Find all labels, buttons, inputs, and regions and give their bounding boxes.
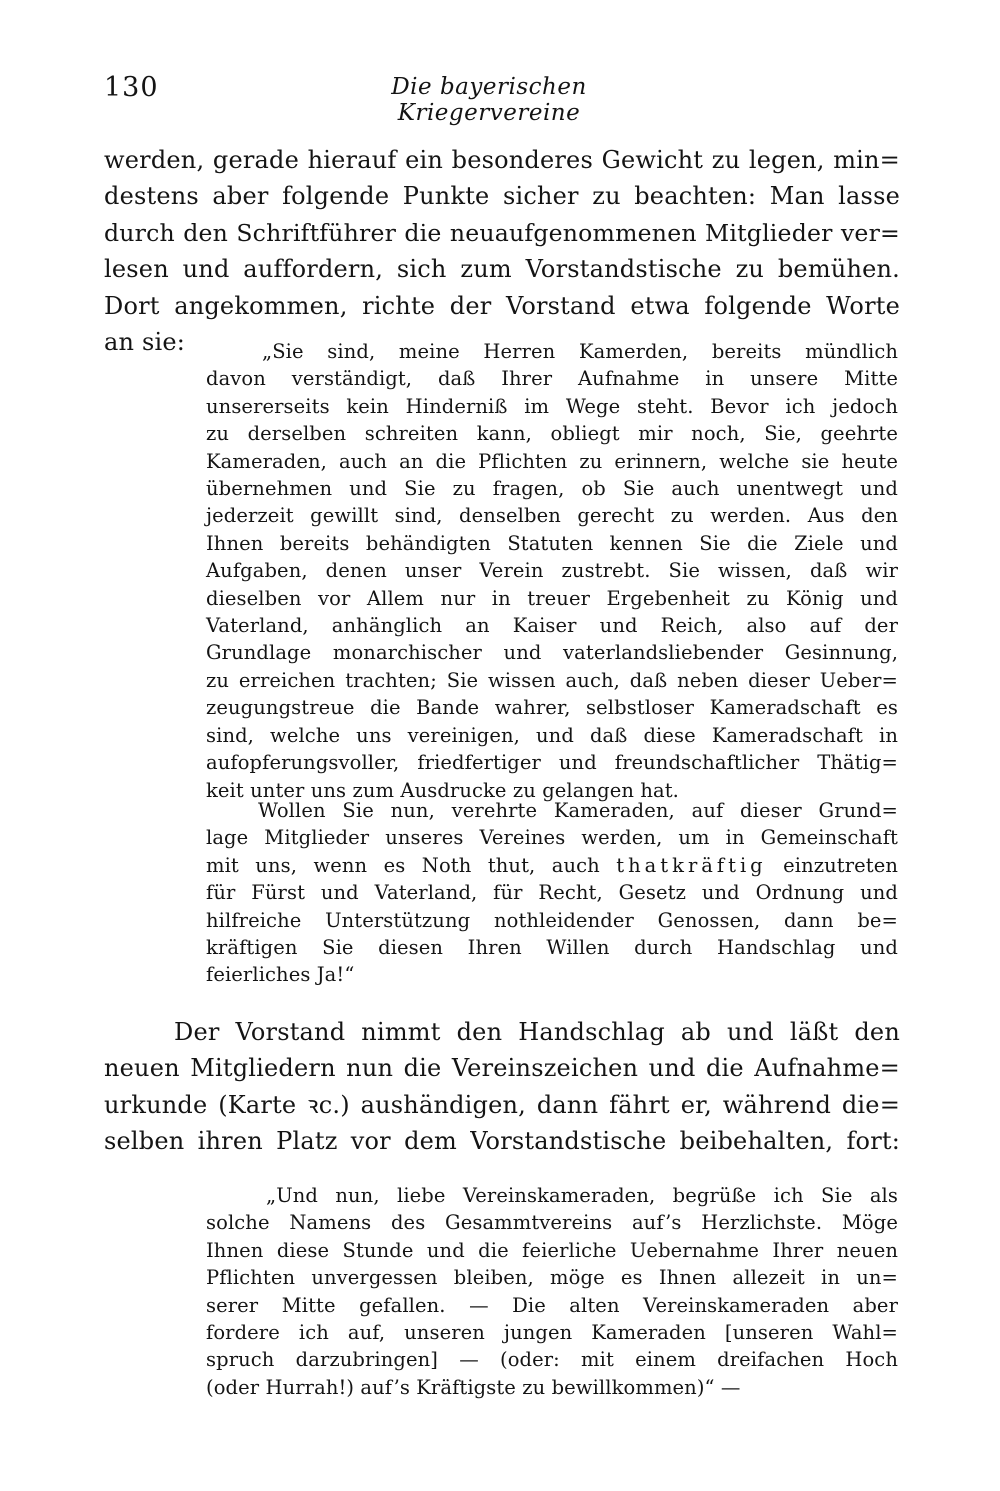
emphasized-word: thatkräftig xyxy=(616,853,767,877)
running-title: Die bayerischen Kriegervereine xyxy=(391,74,587,126)
quote-line-part: einzutreten xyxy=(766,853,899,877)
text-line: lesen und auffordern, sich zum Vorstandstische zu bemühen. xyxy=(104,255,900,284)
quote-line: zeugungstreue die Bande wahrer, selbstloser Kameradschaft es xyxy=(206,696,898,720)
quote-line: „Sie sind, meine Herren Kamerden, bereits mündlich xyxy=(262,340,898,363)
text-line: Der Vorstand nimmt den Handschlag ab und läßt den xyxy=(174,1018,900,1046)
quote-line: Wollen Sie nun, verehrte Kameraden, auf dieser Grund= xyxy=(258,799,898,822)
page-number: 130 xyxy=(104,72,159,103)
quote-line: Pflichten unvergessen bleiben, möge es Ihnen allezeit in un= xyxy=(206,1266,898,1290)
quote-line: aufopferungsvoller, friedfertiger und freundschaftlicher Thätig= xyxy=(206,751,898,775)
quote-line: Kameraden, auch an die Pflichten zu erinnern, welche sie heute xyxy=(206,449,898,473)
quote-line: übernehmen und Sie zu fragen, ob Sie auch unentwegt und xyxy=(206,477,898,501)
quote-line: sind, welche uns vereinigen, und daß diese Kameradschaft in xyxy=(206,723,898,747)
quote-line: feierliches Ja!“ xyxy=(206,963,355,987)
quote-line: Ihnen bereits behändigten Statuten kennen Sie die Ziele und xyxy=(206,531,898,555)
text-line: an sie: xyxy=(104,328,186,357)
text-line: destens aber folgende Punkte sicher zu beachten: Man lasse xyxy=(104,182,900,211)
text-line: urkunde (Karte ꝛc.) aushändigen, dann fährt er, während die= xyxy=(104,1090,900,1119)
quote-line xyxy=(206,852,898,879)
quote-address-first xyxy=(206,338,898,804)
paragraph-intro xyxy=(104,142,900,360)
quote-line: Vaterland, anhänglich an Kaiser und Reich, also auf der xyxy=(206,614,898,638)
quote-line: keit unter uns zum Ausdrucke zu gelangen hat. xyxy=(206,778,679,802)
quote-line: Aufgaben, denen unser Verein zustrebt. Sie wissen, daß wir xyxy=(206,559,898,583)
quote-line: zu derselben schreiten kann, obliegt mir noch, Sie, geehrte xyxy=(206,422,898,446)
paragraph-handshake xyxy=(104,1014,900,1160)
quote-line: Grundlage monarchischer und vaterlandsliebender Gesinnung, xyxy=(206,641,898,665)
text-line: durch den Schriftführer die neuaufgenommenen Mitglieder ver= xyxy=(104,218,900,247)
quote-line: lage Mitglieder unseres Vereines werden, um in Gemeinschaft xyxy=(206,826,898,850)
quote-line: serer Mitte gefallen. — Die alten Vereinskameraden aber xyxy=(206,1293,898,1317)
quote-line: jederzeit gewillt sind, denselben gerecht zu werden. Aus den xyxy=(206,504,898,528)
quote-line: für Fürst und Vaterland, für Recht, Gesetz und Ordnung und xyxy=(206,881,898,905)
quote-line: solche Namens des Gesammtvereins auf’s Herzlichste. Möge xyxy=(206,1211,898,1235)
quote-line: fordere ich auf, unseren jungen Kameraden [unseren Wahl= xyxy=(206,1321,898,1345)
text-line: selben ihren Platz vor dem Vorstandstische beibehalten, fort: xyxy=(104,1127,900,1156)
text-line: neuen Mitgliedern nun die Vereinszeichen und die Aufnahme= xyxy=(104,1054,900,1083)
quote-line: dieselben vor Allem nur in treuer Ergebenheit zu König und xyxy=(206,586,898,610)
quote-address-third xyxy=(206,1182,898,1401)
quote-line-part: mit uns, wenn es Noth thut, auch xyxy=(206,853,617,877)
quote-address-second xyxy=(206,797,898,989)
quote-line: spruch darzubringen] — (oder: mit einem dreifachen Hoch xyxy=(206,1348,898,1372)
quote-line: unsererseits kein Hinderniß im Wege steht. Bevor ich jedoch xyxy=(206,394,898,418)
quote-line: „Und nun, liebe Vereinskameraden, begrüße ich Sie als xyxy=(266,1184,898,1207)
quote-line: (oder Hurrah!) auf’s Kräftigste zu bewillkommen)“ — xyxy=(206,1375,741,1399)
quote-line: Ihnen diese Stunde und die feierliche Uebernahme Ihrer neuen xyxy=(206,1238,898,1262)
text-line: Dort angekommen, richte der Vorstand etwa folgende Worte xyxy=(104,291,900,320)
quote-line: kräftigen Sie diesen Ihren Willen durch Handschlag und xyxy=(206,936,898,960)
quote-line: davon verständigt, daß Ihrer Aufnahme in unsere Mitte xyxy=(206,367,898,391)
running-header xyxy=(104,72,896,126)
quote-line: hilfreiche Unterstützung nothleidender Genossen, dann be= xyxy=(206,908,898,932)
text-line: werden, gerade hierauf ein besonderes Gewicht zu legen, min= xyxy=(104,146,900,174)
quote-line: zu erreichen trachten; Sie wissen auch, daß neben dieser Ueber= xyxy=(206,668,898,692)
